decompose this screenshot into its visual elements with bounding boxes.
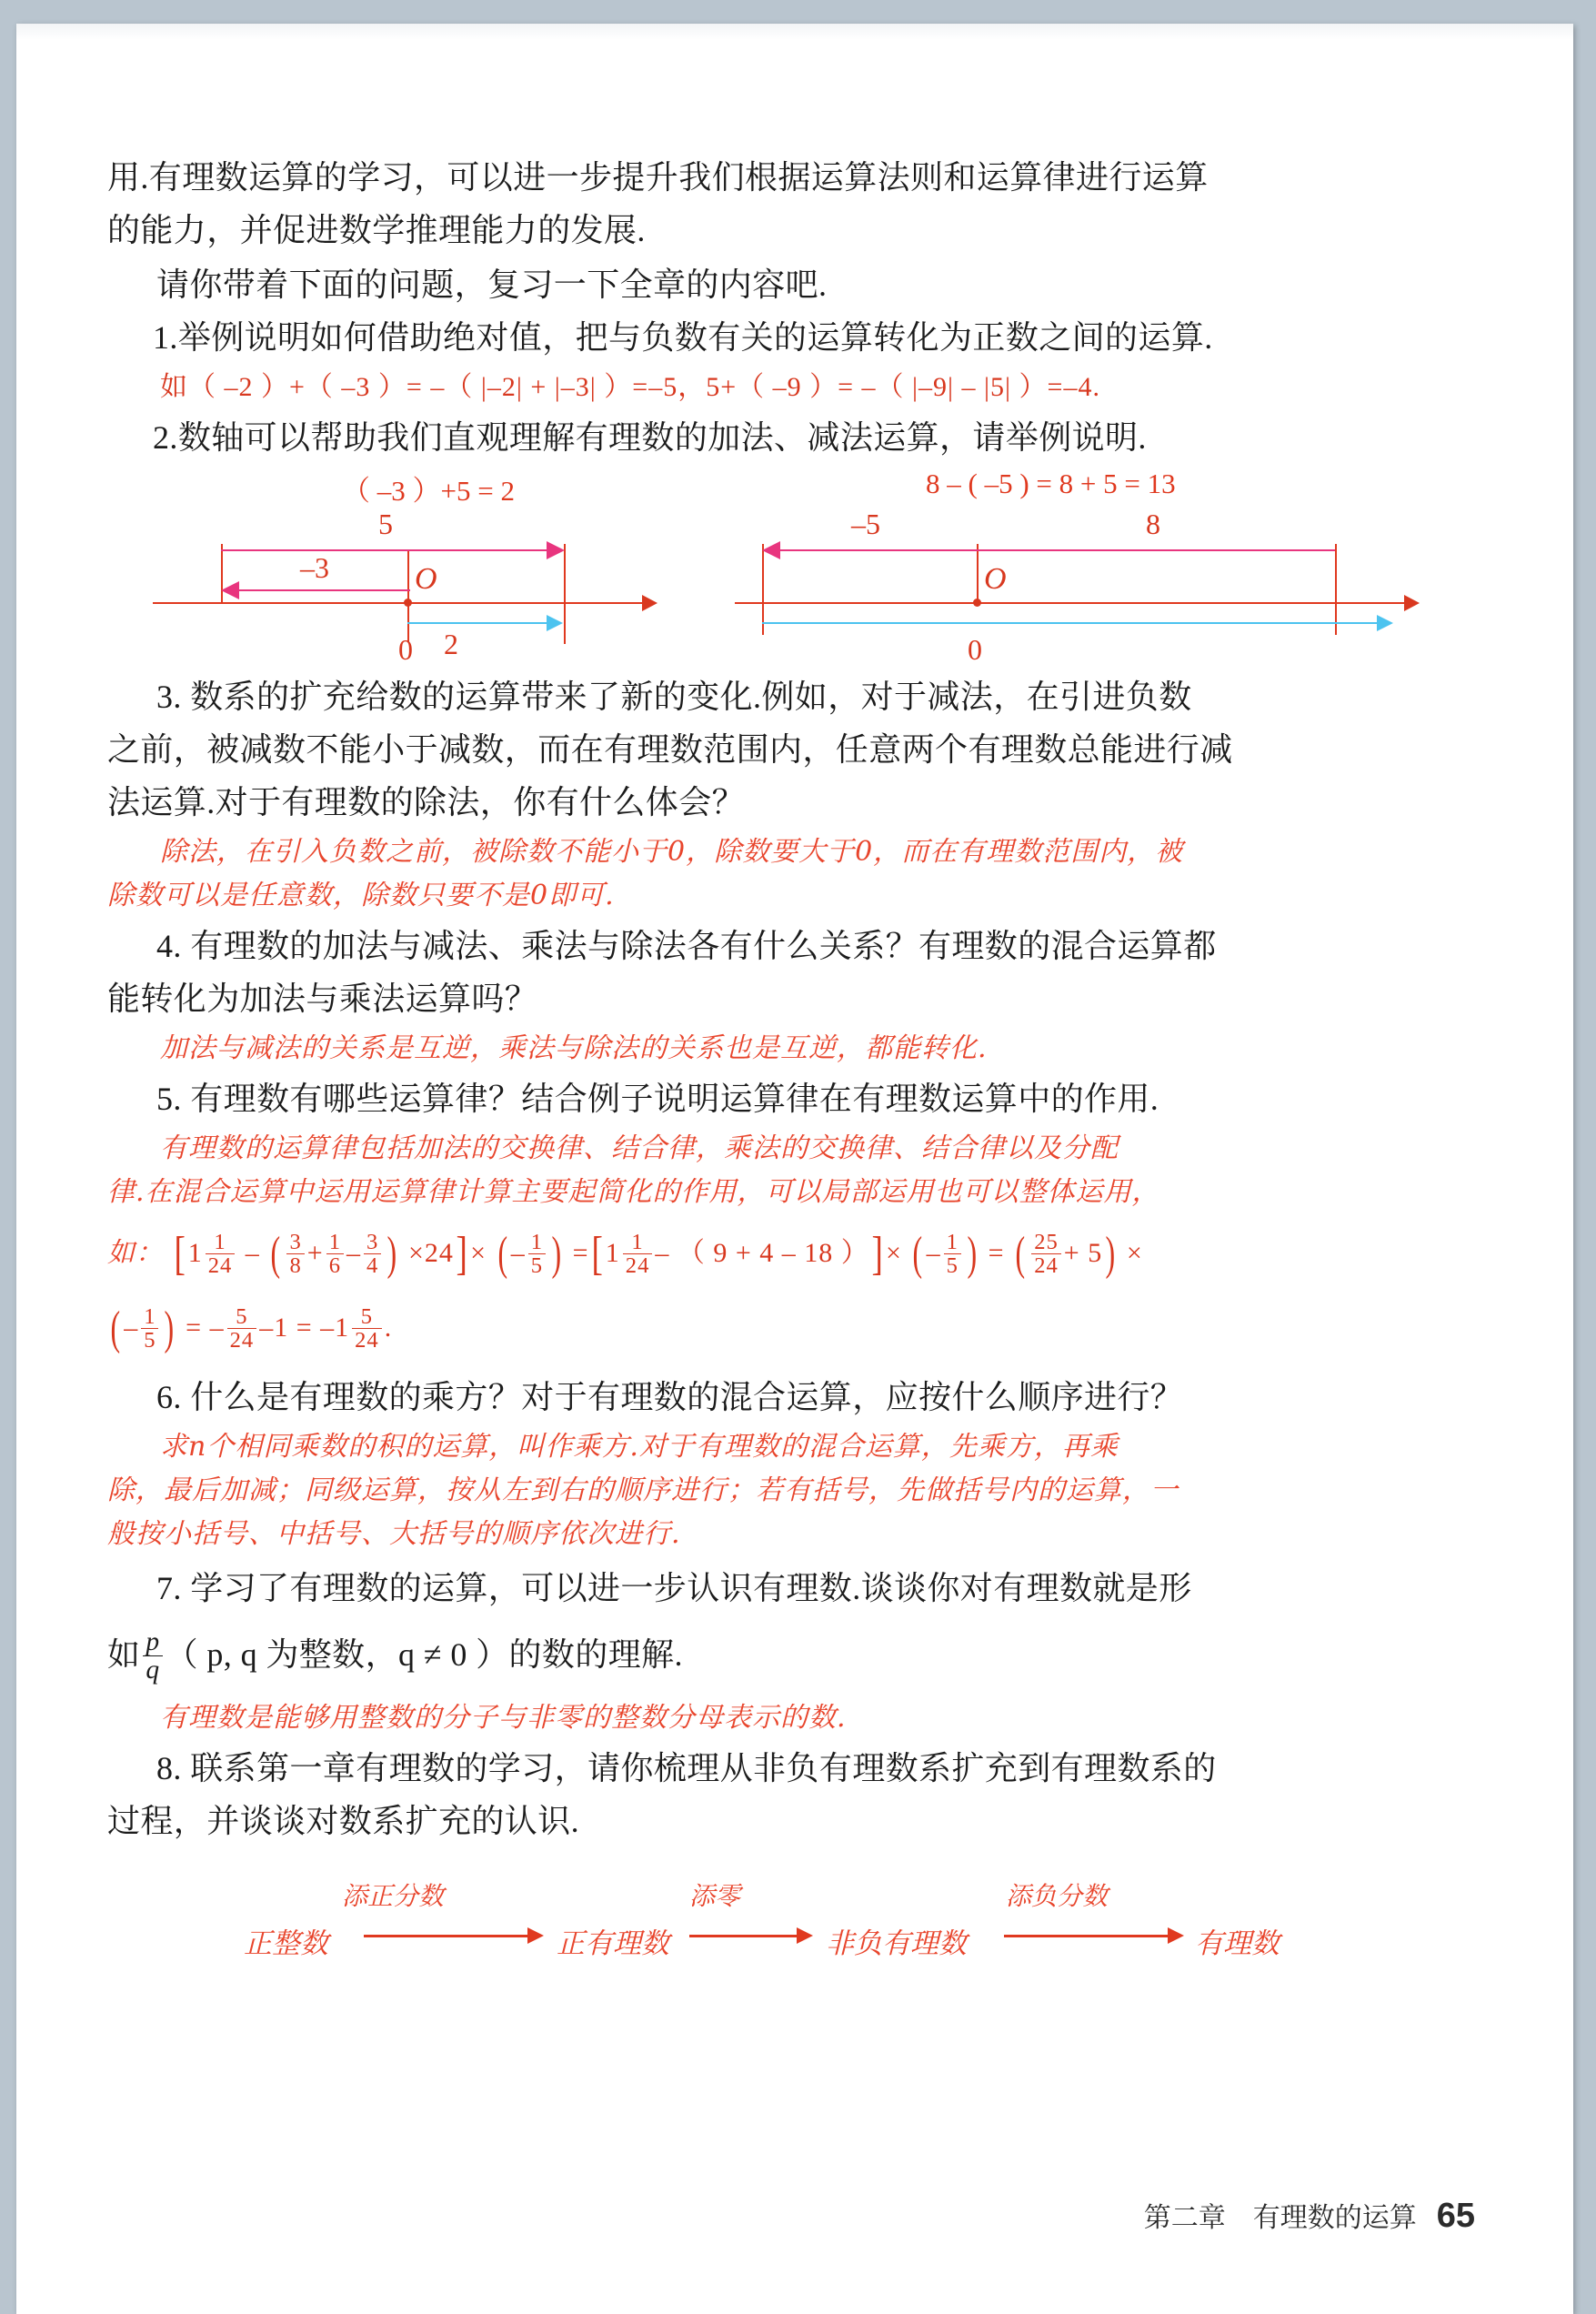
numberline-2-origin-label: O: [984, 562, 1007, 596]
numberline-1-zero-label: 0: [398, 633, 413, 666]
question-2-body: 数轴可以帮助我们直观理解有理数的加法、减法运算，请举例说明.: [177, 419, 1147, 456]
numberline-2-tick-origin: [977, 544, 979, 604]
question-5: [107, 1072, 1490, 1125]
question-8-line-2: 过程，并谈谈对数系扩充的认识.: [107, 1803, 580, 1839]
flow-arrow-2-head: [797, 1927, 813, 1944]
flow-arrow-3-line: [1004, 1935, 1169, 1937]
question-2-text: [107, 411, 1490, 464]
textbook-page: [16, 24, 1573, 2314]
question-2-number: 2.: [153, 419, 178, 456]
question-3-answer-line-2: 除数可以是任意数，除数只要不是0即可.: [107, 880, 615, 911]
question-6-line-1: 6. 什么是有理数的乘方？对于有理数的混合运算，应按什么顺序进行？: [156, 1379, 1184, 1415]
question-4-answer-line-1: 加法与减法的关系是互逆，乘法与除法的关系也是互逆，都能转化.: [160, 1032, 988, 1064]
numberline-1-arrow-minus-three-head: [221, 581, 239, 599]
question-5-line-1: 5. 有理数有哪些运算律？结合例子说明运算律在有理数运算中的作用.: [156, 1081, 1159, 1117]
numberline-2-origin-dot: [973, 599, 981, 607]
intro-line-2: 的能力，并促进数学推理能力的发展.: [107, 212, 646, 248]
numberline-2-label-minus-five: –5: [851, 508, 880, 540]
numberline-2-arrow-result-head: [1377, 615, 1393, 631]
question-6: [107, 1371, 1490, 1424]
numberline-2-tick-right: [1335, 544, 1337, 635]
question-6-answer-line-1: 求n个相同乘数的积的运算，叫作乘方.对于有理数的混合运算，先乘方，再乘: [160, 1431, 1119, 1463]
question-7-answer: [107, 1696, 1490, 1740]
numberline-1-axis: [153, 602, 646, 604]
flow-node-3: 非负有理数: [826, 1927, 967, 1960]
numberline-1-label-five: 5: [378, 508, 393, 540]
question-1-number: 1.: [153, 319, 178, 356]
question-3-line-1: 3. 数系的扩充给数的运算带来了新的变化.例如，对于减法，在引进负数: [156, 679, 1192, 715]
numberline-1-arrow-five: [221, 549, 548, 551]
flow-arrow-1-line: [364, 1935, 529, 1937]
flow-arrow-1-head: [527, 1927, 544, 1944]
numberline-2-axis-arrowhead: [1404, 595, 1420, 611]
flow-node-2: 正有理数: [557, 1927, 669, 1960]
numberline-2-arrow-result: [762, 622, 1379, 624]
intro-line-1: 用.有理数运算的学习，可以进一步提升我们根据运算法则和运算律进行运算: [107, 159, 1209, 196]
question-4: [107, 920, 1490, 1025]
question-6-answer-line-2: 除，最后加减；同级运算，按从左到右的顺序进行；若有括号，先做括号内的运算，一: [107, 1474, 1179, 1506]
question-2: [107, 411, 1490, 464]
question-8-line-1: 8. 联系第一章有理数的学习，请你梳理从非负有理数系扩充到有理数系的: [156, 1750, 1217, 1786]
question-1-body: 举例说明如何借助绝对值，把与负数有关的运算转化为正数之间的运算.: [177, 319, 1213, 356]
question-8: [107, 1742, 1490, 1847]
numberline-1-axis-arrowhead: [642, 595, 657, 611]
flow-caption-1: 添正分数: [342, 1881, 445, 1911]
numberline-1-tick-origin: [407, 551, 409, 642]
page-footer: [1144, 2195, 1475, 2236]
numberline-1-arrow-minus-three: [237, 589, 410, 591]
numberline-2-title: 8 – ( –5 ) = 8 + 5 = 13: [926, 468, 1176, 499]
flow-arrow-3-head: [1168, 1927, 1184, 1944]
question-6-answer: [107, 1425, 1490, 1556]
footer-page-number: 65: [1436, 2197, 1475, 2235]
question-5-answer-line-2: 律.在混合运算中运用运算律计算主要起简化的作用，可以局部运用也可以整体运用，: [107, 1176, 1160, 1208]
footer-chapter-title: 第二章 有理数的运算: [1143, 2203, 1417, 2233]
numberline-1-label-minus-three: –3: [300, 551, 329, 584]
numberline-2-label-eight: 8: [1146, 508, 1160, 540]
flow-caption-2: 添零: [689, 1881, 741, 1911]
numberline-1-arrow-result: [407, 622, 548, 624]
numberline-1-origin-dot: [404, 599, 412, 607]
numberline-2-arrow-span-head: [762, 541, 780, 559]
numberline-1-arrow-five-head: [547, 541, 565, 559]
review-prompt: 请你带着下面的问题，复习一下全章的内容吧.: [156, 267, 828, 303]
fraction-numerator-p: p: [146, 1627, 160, 1657]
question-5-formula-line-1: 如： [1 $\frac{1}{24}$ – ( $\frac{3}{8}$ + $\frac{1}{6}$ – $\frac{3}{4}$ ) ×24]× ( – $\frac{1}{5}$ ) =[1 $\frac{1}{24}$ – （ 9 + 4 – 18 ）]× ( – $\frac{1}{5}$ ) = ( $\frac{25}{24}$ + 5) ×: [107, 1227, 1143, 1280]
numberline-2-axis: [735, 602, 1408, 604]
question-5-answer: [107, 1127, 1490, 1214]
question-7-line-1: 7. 学习了有理数的运算，可以进一步认识有理数.谈谈你对有理数就是形: [156, 1570, 1192, 1606]
question-7-answer-line-1: 有理数是能够用整数的分子与非零的整数分母表示的数.: [160, 1702, 847, 1734]
question-1-text: [107, 311, 1490, 364]
question-3-line-2: 之前，被减数不能小于减数，而在有理数范围内，任意两个有理数总能进行减: [107, 731, 1233, 768]
question-3: [107, 670, 1490, 829]
fraction-denominator-q: q: [143, 1655, 162, 1684]
question-1-answer: [107, 366, 1490, 409]
numberline-figures: [107, 468, 1490, 666]
numberline-1-title: （ –3 ）+5 = 2: [342, 475, 515, 507]
numberline-1-result-label: 2: [444, 628, 458, 660]
question-3-answer-line-1: 除法，在引入负数之前，被除数不能小于0，除数要大于0，而在有理数范围内，被: [160, 836, 1184, 868]
flow-arrow-2-line: [689, 1935, 798, 1937]
numberline-2-arrow-span: [778, 549, 1335, 551]
numberline-1-origin-label: O: [415, 562, 437, 596]
question-7-suffix: （ p, q 为整数，q ≠ 0 ）的数的理解.: [165, 1636, 683, 1673]
numberline-1-arrow-result-head: [547, 615, 563, 631]
question-7: [107, 1562, 1490, 1695]
question-7-line-2: [107, 1615, 1490, 1695]
question-4-line-1: 4. 有理数的加法与减法、乘法与除法各有什么关系？有理数的混合运算都: [156, 928, 1217, 964]
flow-caption-3: 添负分数: [1006, 1881, 1109, 1911]
question-1-answer-text: 如（ –2 ）+（ –3 ）= –（ |–2| + |–3| ）=–5，5+（ –9 ）= –（ |–9| – |5| ）=–4.: [160, 372, 1100, 402]
page-content: [107, 151, 1490, 2009]
question-3-answer: [107, 830, 1490, 918]
question-4-answer: [107, 1027, 1490, 1071]
question-6-answer-line-3: 般按小括号、中括号、大括号的顺序依次进行.: [107, 1518, 681, 1550]
intro-paragraph: [107, 151, 1490, 257]
question-3-line-3: 法运算.对于有理数的除法，你有什么体会？: [107, 784, 746, 820]
question-5-formula-line-2: ( – $\frac{1}{5}$ ) = – $\frac{5}{24}$ –1 = –1 $\frac{5}{24}$ .: [110, 1302, 393, 1354]
question-5-formula: [107, 1216, 1490, 1365]
formula-prefix: 如：: [107, 1237, 164, 1269]
question-4-line-2: 能转化为加法与乘法运算吗？: [107, 981, 538, 1017]
question-1: [107, 311, 1490, 364]
flow-node-1: 正整数: [244, 1927, 328, 1960]
p-over-q-fraction: [143, 1628, 162, 1684]
question-5-answer-line-1: 有理数的运算律包括加法的交换律、结合律，乘法的交换律、结合律以及分配: [160, 1132, 1119, 1164]
numberline-figure-1: [144, 468, 708, 666]
review-prompt-paragraph: [107, 258, 1490, 311]
number-system-flowchart: [107, 1873, 1490, 2009]
numberline-2-zero-label: 0: [968, 633, 982, 666]
numberline-figure-2: [735, 468, 1444, 666]
question-7-prefix: 如: [107, 1636, 141, 1673]
flow-node-4: 有理数: [1195, 1927, 1280, 1960]
